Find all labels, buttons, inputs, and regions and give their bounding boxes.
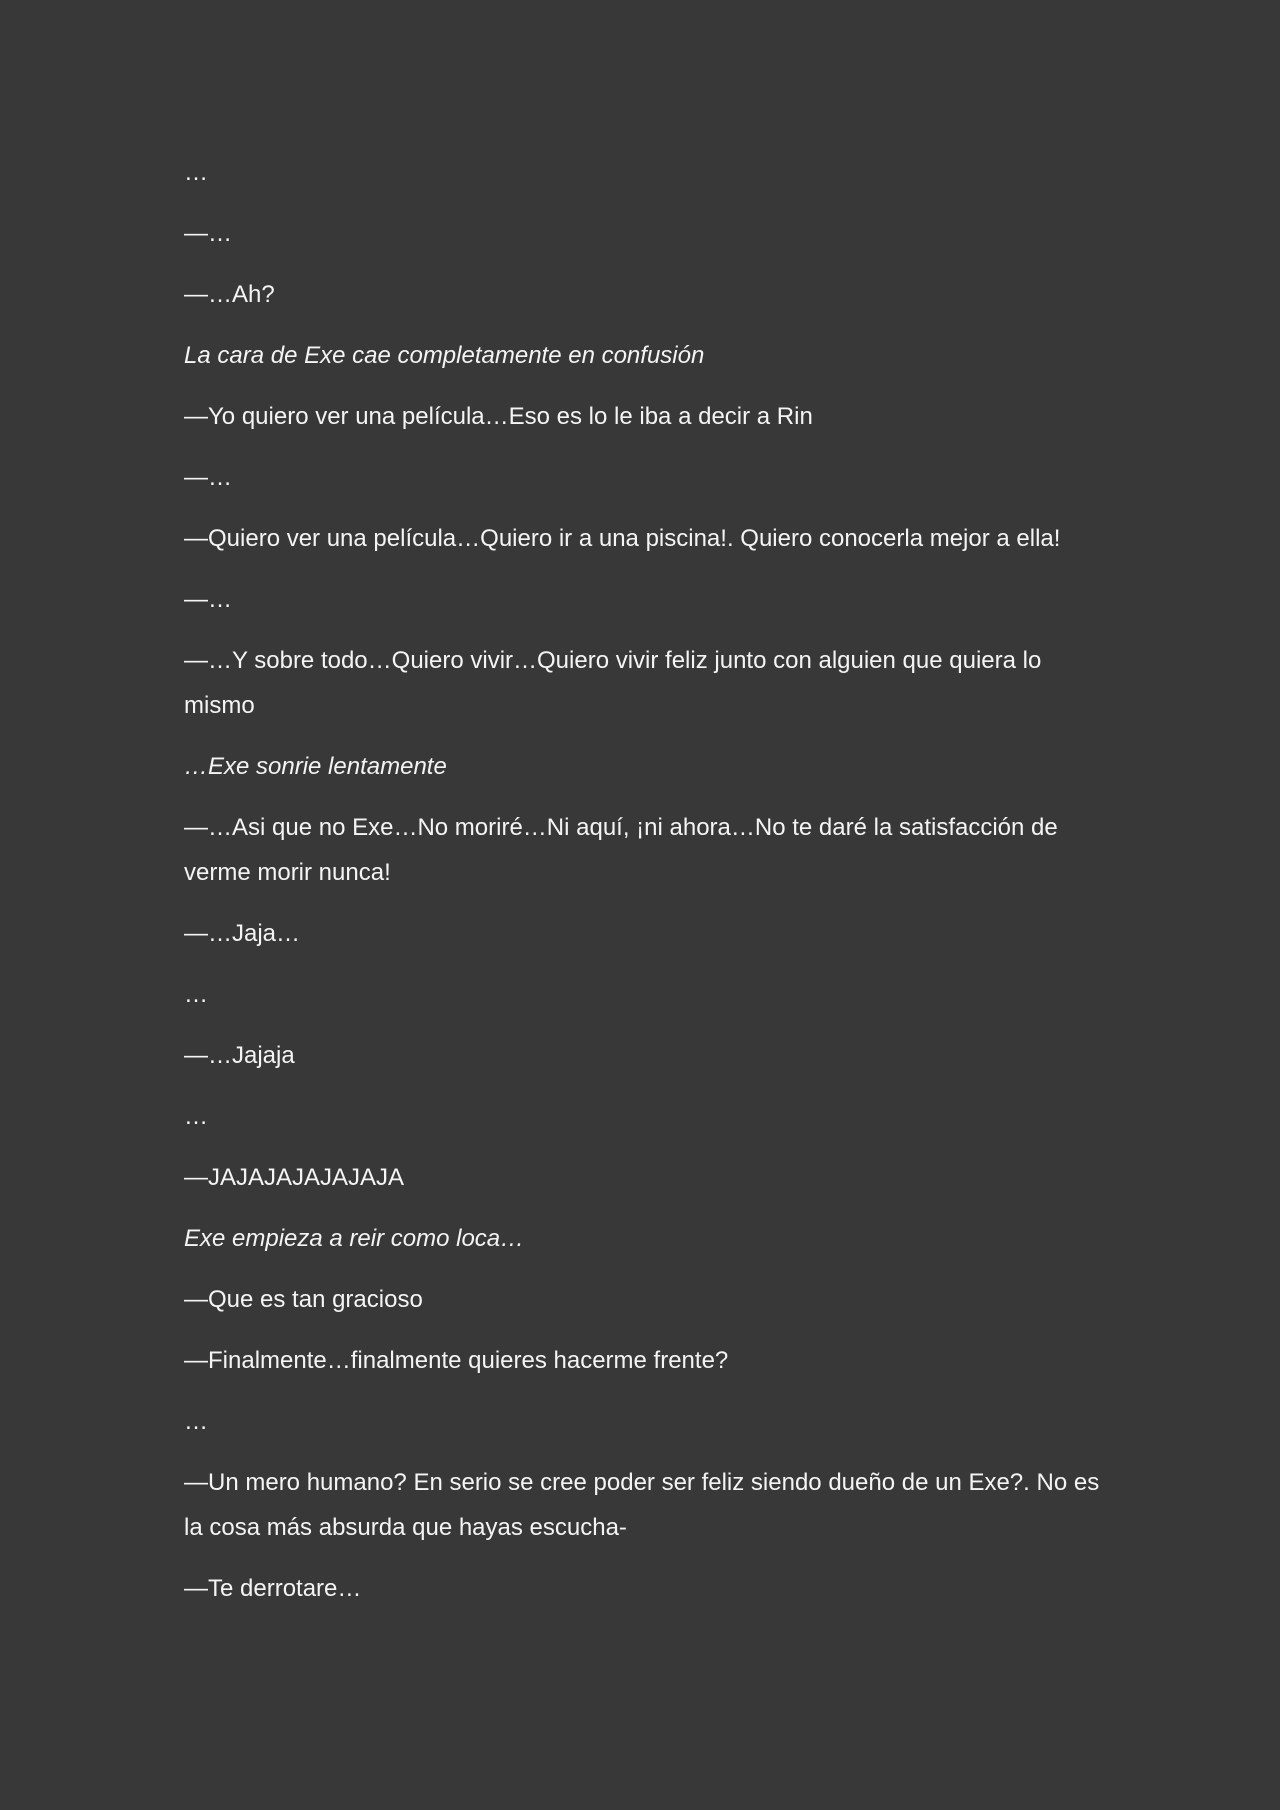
paragraph: —…Ah? — [184, 281, 275, 308]
paragraph: —JAJAJAJAJAJAJA — [184, 1164, 405, 1191]
narration-paragraph: La cara de Exe cae completamente en confusión — [184, 342, 705, 369]
document-body — [184, 150, 1104, 1627]
paragraph: —… — [184, 464, 232, 491]
paragraph: … — [184, 981, 208, 1008]
paragraph: … — [184, 1408, 208, 1435]
paragraph: —Finalmente…finalmente quieres hacerme frente? — [184, 1347, 729, 1374]
paragraph: —…Jajaja — [184, 1042, 295, 1069]
paragraph: —Que es tan gracioso — [184, 1286, 423, 1313]
paragraph: … — [184, 1103, 208, 1130]
paragraph: —Te derrotare… — [184, 1575, 362, 1602]
paragraph: … — [184, 159, 208, 186]
paragraph: —… — [184, 586, 232, 613]
paragraph: —Un mero humano? En serio se cree poder ser feliz siendo dueño de un Exe?. No es la cosa más absurda que hayas escucha- — [184, 1469, 1100, 1541]
paragraph: —…Y sobre todo…Quiero vivir…Quiero vivir feliz junto con alguien que quiera lo mismo — [184, 647, 1042, 719]
narration-paragraph: …Exe sonrie lentamente — [184, 753, 447, 780]
paragraph: —Yo quiero ver una película…Eso es lo le iba a decir a Rin — [184, 403, 813, 430]
paragraph: —Quiero ver una película…Quiero ir a una piscina!. Quiero conocerla mejor a ella! — [184, 525, 1061, 552]
paragraph: —… — [184, 220, 232, 247]
paragraph: —…Jaja… — [184, 920, 301, 947]
narration-paragraph: Exe empieza a reir como loca… — [184, 1225, 525, 1252]
paragraph: —…Asi que no Exe…No moriré…Ni aquí, ¡ni ahora…No te daré la satisfacción de verme morir nunca! — [184, 814, 1058, 886]
